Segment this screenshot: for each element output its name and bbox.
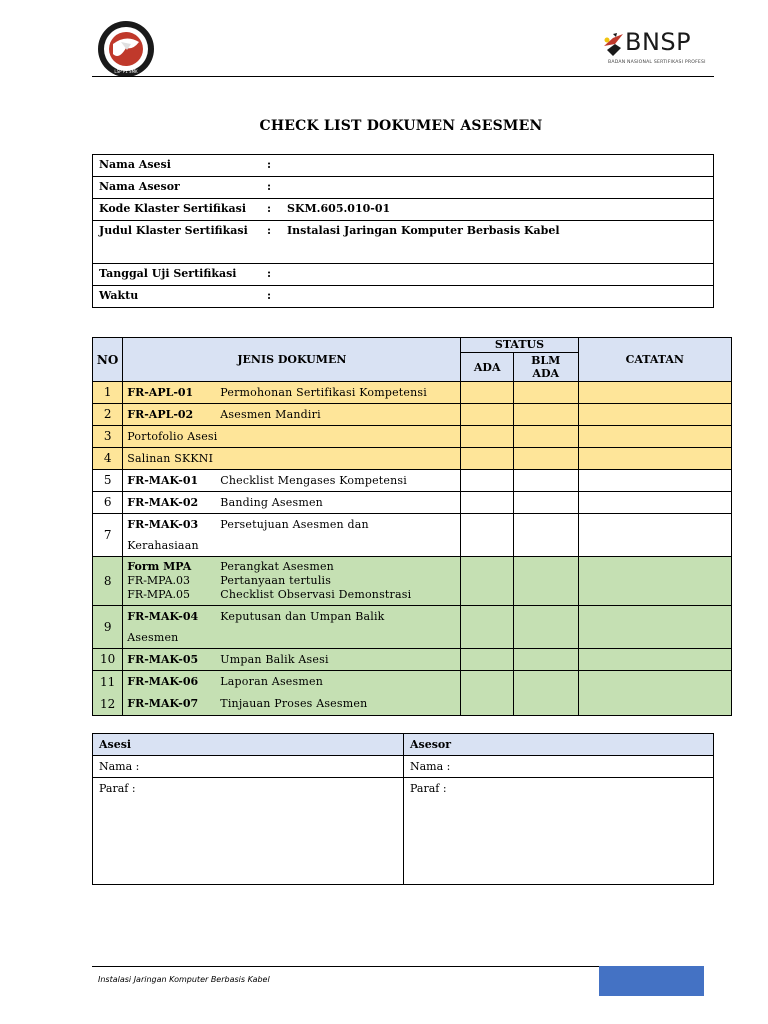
doc-code: FR-APL-01 [127, 386, 194, 399]
page-title: CHECK LIST DOKUMEN ASESMEN [259, 118, 543, 134]
doc-desc: Banding Asesmen [220, 496, 323, 509]
info-row [93, 264, 714, 286]
catatan-cell[interactable] [578, 404, 731, 426]
doc-desc: Salinan SKKNI [127, 452, 214, 465]
doc-item [123, 404, 461, 426]
status-ada-cell[interactable] [461, 557, 513, 606]
doc-desc: Persetujuan Asesmen dan [220, 518, 369, 531]
doc-desc: Asesmen Mandiri [220, 408, 321, 421]
status-blm-cell[interactable] [513, 557, 578, 606]
info-row [93, 221, 714, 264]
catatan-cell[interactable] [578, 671, 731, 716]
table-row [93, 492, 732, 514]
status-blm-cell[interactable] [513, 606, 578, 649]
status-ada-cell[interactable] [461, 426, 513, 448]
doc-item [123, 492, 461, 514]
info-value-waktu[interactable] [281, 286, 714, 308]
status-ada-cell[interactable] [461, 671, 513, 716]
info-label: Tanggal Uji Sertifikasi [93, 264, 268, 286]
doc-code: FR-MAK-04 [127, 610, 199, 623]
status-blm-cell[interactable] [513, 649, 578, 671]
doc-desc: Checklist Mengases Kompetensi [220, 474, 407, 487]
doc-code: Form MPA [127, 560, 192, 573]
catatan-cell[interactable] [578, 514, 731, 557]
info-colon: : [267, 177, 281, 199]
lsp-logo [97, 20, 155, 78]
footer-accent-block [599, 966, 704, 996]
bnsp-emblem-icon [601, 32, 627, 58]
table-row [93, 448, 732, 470]
table-row [93, 557, 732, 606]
status-blm-cell[interactable] [513, 448, 578, 470]
row-number: 12 [100, 697, 116, 711]
doc-item [123, 606, 461, 649]
status-blm-cell[interactable] [513, 492, 578, 514]
catatan-cell[interactable] [578, 448, 731, 470]
info-colon: : [267, 221, 281, 264]
doc-code: FR-MAK-06 [127, 675, 199, 688]
info-value-nama-asesi[interactable] [281, 155, 714, 177]
info-row [93, 177, 714, 199]
footer-divider [92, 966, 614, 967]
status-blm-cell[interactable] [513, 514, 578, 557]
bnsp-logo [601, 28, 711, 70]
status-ada-cell[interactable] [461, 448, 513, 470]
doc-desc: Keputusan dan Umpan Balik [220, 610, 385, 623]
asesor-header: Asesor [404, 734, 714, 756]
doc-item [123, 426, 461, 448]
table-row [93, 426, 732, 448]
table-row [93, 606, 732, 649]
bnsp-subtitle: BADAN NASIONAL SERTIFIKASI PROFESI [608, 60, 706, 65]
table-row [93, 470, 732, 492]
doc-desc: Laporan Asesmen [220, 675, 323, 688]
document-checklist-table [92, 337, 732, 716]
info-label: Nama Asesor [93, 177, 268, 199]
doc-desc: Tinjauan Proses Asesmen [220, 697, 368, 710]
info-value-kode-klaster: SKM.605.010-01 [281, 199, 714, 221]
row-number: 6 [93, 492, 123, 514]
catatan-cell[interactable] [578, 557, 731, 606]
asesor-nama-field[interactable]: Nama : [404, 756, 714, 778]
doc-code: FR-MAK-07 [127, 697, 199, 710]
svg-text:LSP P1 SMK: LSP P1 SMK [114, 69, 138, 74]
status-ada-cell[interactable] [461, 492, 513, 514]
row-number: 7 [93, 514, 123, 557]
status-blm-cell[interactable] [513, 470, 578, 492]
table-row [93, 382, 732, 404]
doc-item [123, 557, 461, 606]
info-row [93, 155, 714, 177]
info-label: Judul Klaster Sertifikasi [93, 221, 268, 264]
table-row [93, 649, 732, 671]
status-ada-cell[interactable] [461, 470, 513, 492]
info-value-nama-asesor[interactable] [281, 177, 714, 199]
catatan-cell[interactable] [578, 649, 731, 671]
doc-desc: Checklist Observasi Demonstrasi [220, 588, 412, 601]
info-value-judul-klaster: Instalasi Jaringan Komputer Berbasis Kabel [281, 221, 714, 264]
col-header-catatan: CATATAN [578, 338, 731, 382]
doc-desc: Portofolio Asesi [127, 430, 218, 443]
bnsp-wordmark: BNSP [625, 28, 692, 56]
row-number: 2 [93, 404, 123, 426]
doc-item [123, 448, 461, 470]
doc-code: FR-APL-02 [127, 408, 194, 421]
doc-desc-cont: Asesmen [127, 631, 179, 644]
info-label: Kode Klaster Sertifikasi [93, 199, 268, 221]
info-table [92, 154, 714, 308]
doc-code: FR-MAK-01 [127, 474, 199, 487]
row-number: 5 [93, 470, 123, 492]
col-header-ada: ADA [461, 353, 513, 382]
catatan-cell[interactable] [578, 382, 731, 404]
doc-item [123, 470, 461, 492]
status-ada-cell[interactable] [461, 649, 513, 671]
doc-item [123, 382, 461, 404]
table-row [93, 671, 732, 716]
row-number: 1 [93, 382, 123, 404]
info-value-tanggal[interactable] [281, 264, 714, 286]
doc-code: FR-MAK-02 [127, 496, 199, 509]
info-row [93, 199, 714, 221]
row-number: 11 [100, 675, 116, 689]
row-number: 3 [93, 426, 123, 448]
row-number: 8 [93, 557, 123, 606]
table-row [93, 404, 732, 426]
doc-item [123, 514, 461, 557]
col-header-jenis: JENIS DOKUMEN [123, 338, 461, 382]
row-number: 4 [93, 448, 123, 470]
row-number: 10 [93, 649, 123, 671]
doc-item [123, 649, 461, 671]
doc-desc: Umpan Balik Asesi [220, 653, 329, 666]
status-blm-cell[interactable] [513, 426, 578, 448]
info-label: Waktu [93, 286, 268, 308]
doc-code: FR-MAK-05 [127, 653, 199, 666]
catatan-cell[interactable] [578, 606, 731, 649]
status-ada-cell[interactable] [461, 514, 513, 557]
row-number-pair [93, 671, 123, 716]
info-colon: : [267, 199, 281, 221]
status-ada-cell[interactable] [461, 404, 513, 426]
header-divider [92, 76, 714, 77]
info-colon: : [267, 264, 281, 286]
table-row [93, 514, 732, 557]
col-header-no: NO [93, 338, 123, 382]
status-ada-cell[interactable] [461, 606, 513, 649]
doc-desc-cont: Kerahasiaan [127, 539, 199, 552]
footer-text: Instalasi Jaringan Komputer Berbasis Kabel [98, 975, 270, 984]
col-header-blm-ada: BLM ADA [513, 353, 578, 382]
info-label: Nama Asesi [93, 155, 268, 177]
doc-desc: Perangkat Asesmen [220, 560, 334, 573]
doc-desc: Pertanyaan tertulis [220, 574, 332, 587]
col-header-status: STATUS [461, 338, 578, 353]
row-number: 9 [93, 606, 123, 649]
status-blm-cell[interactable] [513, 404, 578, 426]
info-colon: : [267, 286, 281, 308]
status-ada-cell[interactable] [461, 382, 513, 404]
doc-item [123, 671, 461, 716]
doc-code: FR-MAK-03 [127, 518, 199, 531]
asesi-nama-field[interactable]: Nama : [93, 756, 404, 778]
asesor-paraf-field[interactable]: Paraf : [404, 778, 714, 885]
info-colon: : [267, 155, 281, 177]
catatan-cell[interactable] [578, 426, 731, 448]
signature-table [92, 733, 714, 885]
asesi-header: Asesi [93, 734, 404, 756]
catatan-cell[interactable] [578, 492, 731, 514]
doc-code: FR-MPA.05 [127, 588, 191, 601]
catatan-cell[interactable] [578, 470, 731, 492]
doc-desc: Permohonan Sertifikasi Kompetensi [220, 386, 427, 399]
info-row [93, 286, 714, 308]
status-blm-cell[interactable] [513, 382, 578, 404]
asesi-paraf-field[interactable]: Paraf : [93, 778, 404, 885]
doc-code: FR-MPA.03 [127, 574, 191, 587]
status-blm-cell[interactable] [513, 671, 578, 716]
